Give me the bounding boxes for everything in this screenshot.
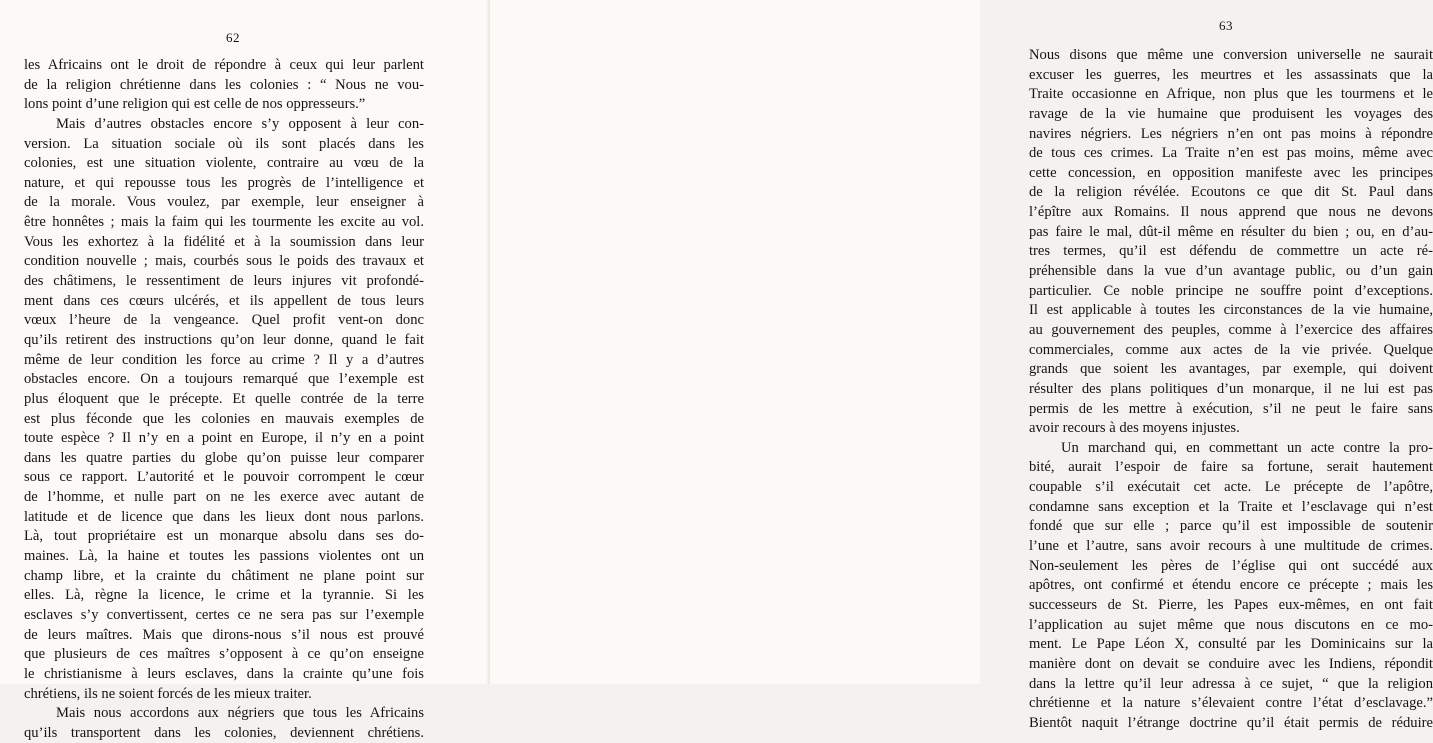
text-line: au gouvernement des peuples, comme à l’exercice des affaires: [1029, 321, 1433, 338]
text-line: Il est applicable à toutes les circonstances de la vie humaine,: [1029, 302, 1433, 319]
text-line: pas faire le mal, dût-il même en résulter du bien ; ou, en d’au-: [1029, 223, 1433, 240]
left-page: [0, 0, 490, 741]
text-line: des châtimens, le ressentiment de leurs injures vit profondé-: [24, 273, 424, 290]
text-line: ment dans ces cœurs ulcérés, et ils appellent de tous leurs: [24, 292, 424, 309]
text-line: qu’ils transportent dans les colonies, deviennent chrétiens.: [24, 724, 424, 741]
text-line: Bientôt naquit l’étrange doctrine qu’il était permis de réduire: [1029, 714, 1433, 731]
text-line: coupable s’il exécutait cet acte. Le précepte de l’apôtre,: [1029, 479, 1433, 496]
text-line: commerciales, comme aux actes de la vie privée. Quelque: [1029, 341, 1433, 358]
text-line: Nous disons que même une conversion universelle ne saurait: [1029, 47, 1433, 63]
text-line: de la morale. Vous voulez, par exemple, leur enseigner à: [24, 194, 424, 211]
left-page-text: [24, 56, 424, 743]
text-line: de leurs maîtres. Mais que dirons-nous s’il nous est prouvé: [24, 626, 424, 643]
text-line: cette concession, en opposition manifeste avec les principes: [1029, 164, 1433, 181]
text-line: qu’ils retirent des instructions qu’on leur donne, quand le fait: [24, 331, 424, 348]
text-line: que plusieurs de ces maîtres s’opposent à ce qu’on enseigne: [24, 646, 424, 663]
text-line: dans les quatre parties du globe qu’on puisse leur comparer: [24, 449, 424, 466]
text-line: Traite occasionne en Afrique, non plus que les tourmens et le: [1029, 86, 1433, 103]
page-number-left: 62: [226, 30, 240, 45]
text-line: le christianisme à leurs esclaves, dans la crainte qu’une fois: [24, 665, 424, 682]
text-line: navires négriers. Les négriers n’en ont pas moins à répondre: [1029, 125, 1433, 142]
text-line: dans la lettre qu’il leur adressa à ce sujet, “ que la religion: [1029, 675, 1433, 692]
text-line: vœux l’heure de la vengeance. Quel profit vent-on donc: [24, 312, 424, 329]
text-line: apôtres, ont confirmé et étendu encore ce précepte ; mais les: [1029, 577, 1433, 594]
right-page-text: [1029, 46, 1433, 733]
text-line: sous ce rapport. L’autorité et le pouvoir corrompent le cœur: [24, 469, 424, 486]
text-line: de tous ces crimes. La Traite n’en est pas moins, même avec: [1029, 145, 1433, 162]
text-line: Non-seulement les pères de l’église qui ont succédé aux: [1029, 557, 1433, 574]
text-line: toute espèce ? Il n’y en a point en Europe, il n’y en a point: [24, 430, 424, 447]
text-line: de l’homme, et nulle part on ne les exerce avec autant de: [24, 489, 424, 506]
text-line: champ libre, et la crainte du châtiment ne plane point sur: [24, 567, 424, 584]
text-line: particulier. Ce noble principe ne souffre point d’exceptions.: [1029, 282, 1433, 299]
text-line: l’épître aux Romains. Il nous apprend que nous ne devons: [1029, 204, 1433, 221]
text-line: les Africains ont le droit de répondre à ceux qui leur parlent: [24, 57, 424, 73]
text-line: Mais d’autres obstacles encore s’y opposent à leur con-: [56, 115, 424, 132]
right-page: [490, 0, 1433, 731]
text-line: avoir recours à des moyens injustes.: [1029, 420, 1240, 437]
text-line: permis de les mettre à exécution, s’il ne peut le faire sans: [1029, 400, 1433, 417]
text-line: préhensible dans la vue d’un avantage public, ou d’un gain: [1029, 263, 1433, 280]
text-line: successeurs de St. Pierre, les Papes eux-mêmes, en ont fait: [1029, 596, 1433, 613]
text-line: condamne sans exception et la Traite et l’esclavage qui n’est: [1029, 498, 1433, 515]
text-line: chrétienne et la nature s’élevaient contre l’état d’esclavage.”: [1029, 695, 1433, 712]
text-line: version. La situation sociale où ils sont placés dans les: [24, 135, 424, 152]
text-line: grands que soient les avantages, par exemple, qui doivent: [1029, 361, 1433, 378]
text-line: manière dont on devait se conduire avec les Indiens, répondit: [1029, 655, 1433, 672]
text-line: esclaves s’y convertissent, certes ce ne sera pas sur l’exemple: [24, 606, 424, 623]
text-line: colonies, est une situation violente, contraire au vœu de la: [24, 155, 424, 172]
text-line: nature, et qui repousse tous les progrès de l’intelligence et: [24, 174, 424, 191]
text-line: lons point d’une religion qui est celle de nos oppresseurs.”: [24, 96, 366, 113]
text-line: Un marchand qui, en commettant un acte contre la pro-: [1061, 439, 1433, 456]
text-line: chrétiens, ils ne soient forcés de les mieux traiter.: [24, 685, 312, 702]
text-line: Mais nous accordons aux négriers que tous les Africains: [56, 705, 424, 722]
text-line: Vous les exhortez à la fidélité et à la soumission dans leur: [24, 233, 424, 250]
text-line: obstacles encore. On a toujours remarqué que l’exemple est: [24, 371, 424, 388]
text-line: ravage de la vie humaine que produisent les voyages des: [1029, 105, 1433, 122]
text-line: Là, tout propriétaire est un monarque absolu dans ses do-: [24, 528, 424, 545]
text-line: l’application au sujet même que nous discutons en ce mo-: [1029, 616, 1433, 633]
text-line: de la religion chrétienne dans les colonies : “ Nous ne vou-: [24, 76, 424, 93]
page-number-right: 63: [1219, 18, 1233, 33]
text-line: résulter des plans politiques d’un monarque, il ne lui est pas: [1029, 380, 1433, 397]
text-line: de la religion révélée. Ecoutons ce que dit St. Paul dans: [1029, 184, 1433, 201]
text-line: excuser les guerres, les meurtres et les assassinats que la: [1029, 66, 1433, 83]
text-line: ment. Le Pape Léon X, consulté par les Dominicains sur la: [1029, 636, 1433, 653]
text-line: l’une et l’autre, sans avoir recours à une multitude de crimes.: [1029, 538, 1433, 555]
text-line: condition nouvelle ; mais, courbés sous le poids des travaux et: [24, 253, 424, 270]
text-line: maines. Là, la haine et toutes les passions violentes ont un: [24, 548, 424, 565]
text-line: bité, aurait l’espoir de faire sa fortune, serait hautement: [1029, 459, 1433, 476]
text-line: même de leur condition les force au crime ? Il y a d’autres: [24, 351, 424, 368]
text-line: est plus féconde que les colonies en mauvais exemples de: [24, 410, 424, 427]
text-line: tres termes, qu’il est défendu de commettre un acte ré-: [1029, 243, 1433, 260]
text-line: latitude et de licence que dans les lieux dont nous parlons.: [24, 508, 424, 525]
text-line: être honnêtes ; mais la faim qui les tourmente les excite au vol.: [24, 214, 424, 231]
text-line: plus éloquent que le précepte. Et quelle contrée de la terre: [24, 390, 424, 407]
text-line: fondé que sur elle ; parce qu’il est impossible de soutenir: [1029, 518, 1433, 535]
text-line: elles. Là, règne la licence, le crime et la tyrannie. Si les: [24, 587, 424, 604]
